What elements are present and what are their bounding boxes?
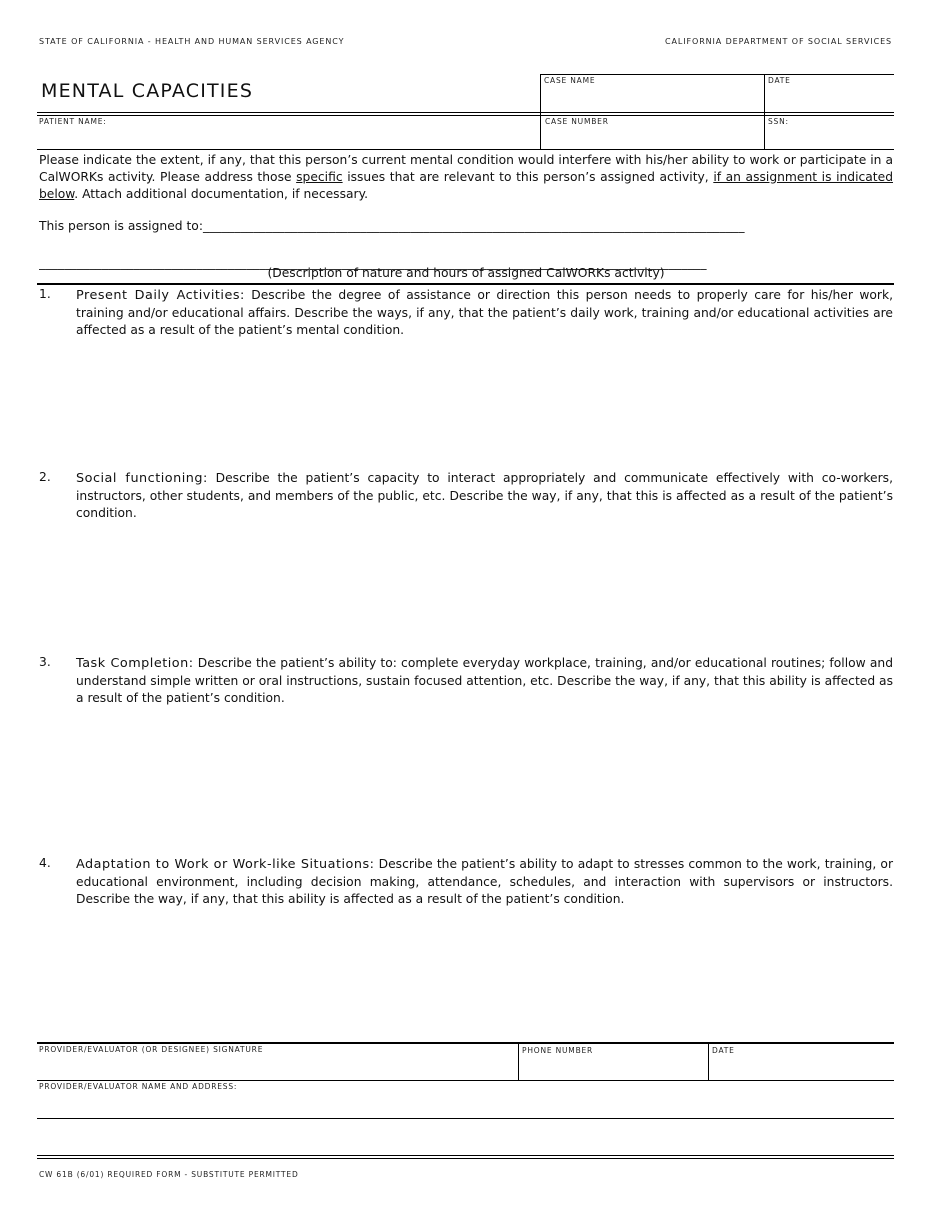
signature-date-field[interactable] — [710, 1056, 892, 1079]
name-address-field[interactable] — [38, 1092, 892, 1116]
item-response-area[interactable] — [76, 528, 893, 648]
item-text: Describe the patient’s capacity to interact appropriately and communicate effectively with co-workers, instructors, other students, and members of the public, etc. Describe the way, if any, that this is affected as a result of the patient’s condition. — [76, 471, 893, 520]
department-header: CALIFORNIA DEPARTMENT OF SOCIAL SERVICES — [665, 37, 892, 46]
item-response-area[interactable] — [76, 345, 893, 460]
signature-date-label: DATE — [712, 1046, 735, 1055]
item-social-functioning — [76, 470, 893, 521]
date-field[interactable] — [765, 86, 893, 111]
ssn-field[interactable] — [766, 127, 893, 147]
signature-label: PROVIDER/EVALUATOR (OR DESIGNEE) SIGNATURE — [39, 1045, 264, 1054]
assignment-label: This person is assigned to: — [39, 219, 203, 233]
assignment-line[interactable]: ______________________________________________________________________________________ — [202, 219, 745, 233]
item-response-area[interactable] — [76, 713, 893, 853]
item-heading: Adaptation to Work or Work-like Situations: — [76, 857, 375, 872]
phone-label: PHONE NUMBER — [522, 1046, 594, 1055]
divider — [708, 1043, 709, 1081]
assignment-row — [39, 219, 745, 233]
item-response-area[interactable] — [76, 914, 893, 1034]
item-heading: Task Completion: — [76, 656, 194, 671]
case-name-field[interactable] — [541, 86, 763, 111]
name-address-label: PROVIDER/EVALUATOR NAME AND ADDRESS: — [39, 1082, 238, 1091]
intro-paragraph — [39, 152, 893, 202]
phone-field[interactable] — [520, 1056, 706, 1079]
divider — [540, 74, 894, 75]
ssn-label: SSN: — [768, 117, 789, 126]
case-number-label: CASE NUMBER — [545, 117, 609, 126]
agency-header: STATE OF CALIFORNIA - HEALTH AND HUMAN SERVICES AGENCY — [39, 37, 345, 46]
case-number-field[interactable] — [542, 127, 762, 147]
assignment-caption: (Description of nature and hours of assigned CalWORKs activity) — [267, 266, 665, 280]
divider — [518, 1043, 519, 1081]
item-number: 2. — [39, 470, 51, 484]
item-number: 3. — [39, 655, 51, 669]
divider — [37, 1155, 894, 1156]
case-name-label: CASE NAME — [544, 76, 596, 85]
signature-field[interactable] — [38, 1056, 516, 1079]
patient-name-field[interactable] — [38, 127, 538, 147]
item-text: Describe the patient’s ability to: complete everyday workplace, training, and/or educational routines; follow and understand simple written or oral instructions, sustain focused attention, etc. Describe the way, if any, that this ability is affected as a result of the patient’s condition. — [76, 656, 893, 705]
item-number: 4. — [39, 856, 51, 870]
divider — [37, 112, 894, 113]
item-text: Describe the degree of assistance or direction this person needs to properly care for his/her work, training and/or educational affairs. Describe the ways, if any, that the patient’s daily work, training and/or educational activities are affected as a result of the patient’s mental condition. — [76, 288, 893, 337]
form-title: MENTAL CAPACITIES — [41, 80, 254, 102]
divider — [37, 1080, 894, 1081]
item-heading: Present Daily Activities: — [76, 288, 245, 303]
date-label: DATE — [768, 76, 791, 85]
item-heading: Social functioning: — [76, 471, 208, 486]
intro-emphasis-condition: if an assignment is indicated below — [39, 169, 893, 201]
form-id-footer: CW 61B (6/01) REQUIRED FORM - SUBSTITUTE PERMITTED — [39, 1170, 299, 1179]
divider — [37, 283, 894, 285]
divider — [37, 115, 894, 116]
divider — [37, 149, 894, 150]
divider — [37, 1118, 894, 1119]
divider — [37, 1042, 894, 1044]
intro-emphasis-specific: specific — [296, 169, 343, 184]
item-present-daily-activities — [76, 287, 893, 338]
intro-text: issues that are relevant to this person’s assigned activity, — [342, 169, 714, 184]
name-address-field-2[interactable] — [38, 1120, 892, 1154]
item-adaptation-to-work — [76, 856, 893, 907]
patient-name-label: PATIENT NAME: — [39, 117, 107, 126]
intro-text: Please indicate the extent, if any, that this person’s current mental condition would interfere with his/her ability to work or participate in a CalWORKs activity. Please address those — [39, 153, 893, 184]
item-number: 1. — [39, 287, 51, 301]
assignment-line-2[interactable]: __________________________________________________________________________________________________________ — [39, 256, 707, 270]
divider — [37, 1158, 894, 1159]
item-text: Describe the patient’s ability to adapt to stresses common to the work, training, or educational environment, including decision making, attendance, schedules, and interaction with supervisors or instructors. Describe the way, if any, that this ability is affected as a result of the patient’s condition. — [76, 857, 893, 906]
item-task-completion — [76, 655, 893, 706]
intro-text: . Attach additional documentation, if necessary. — [74, 186, 369, 201]
